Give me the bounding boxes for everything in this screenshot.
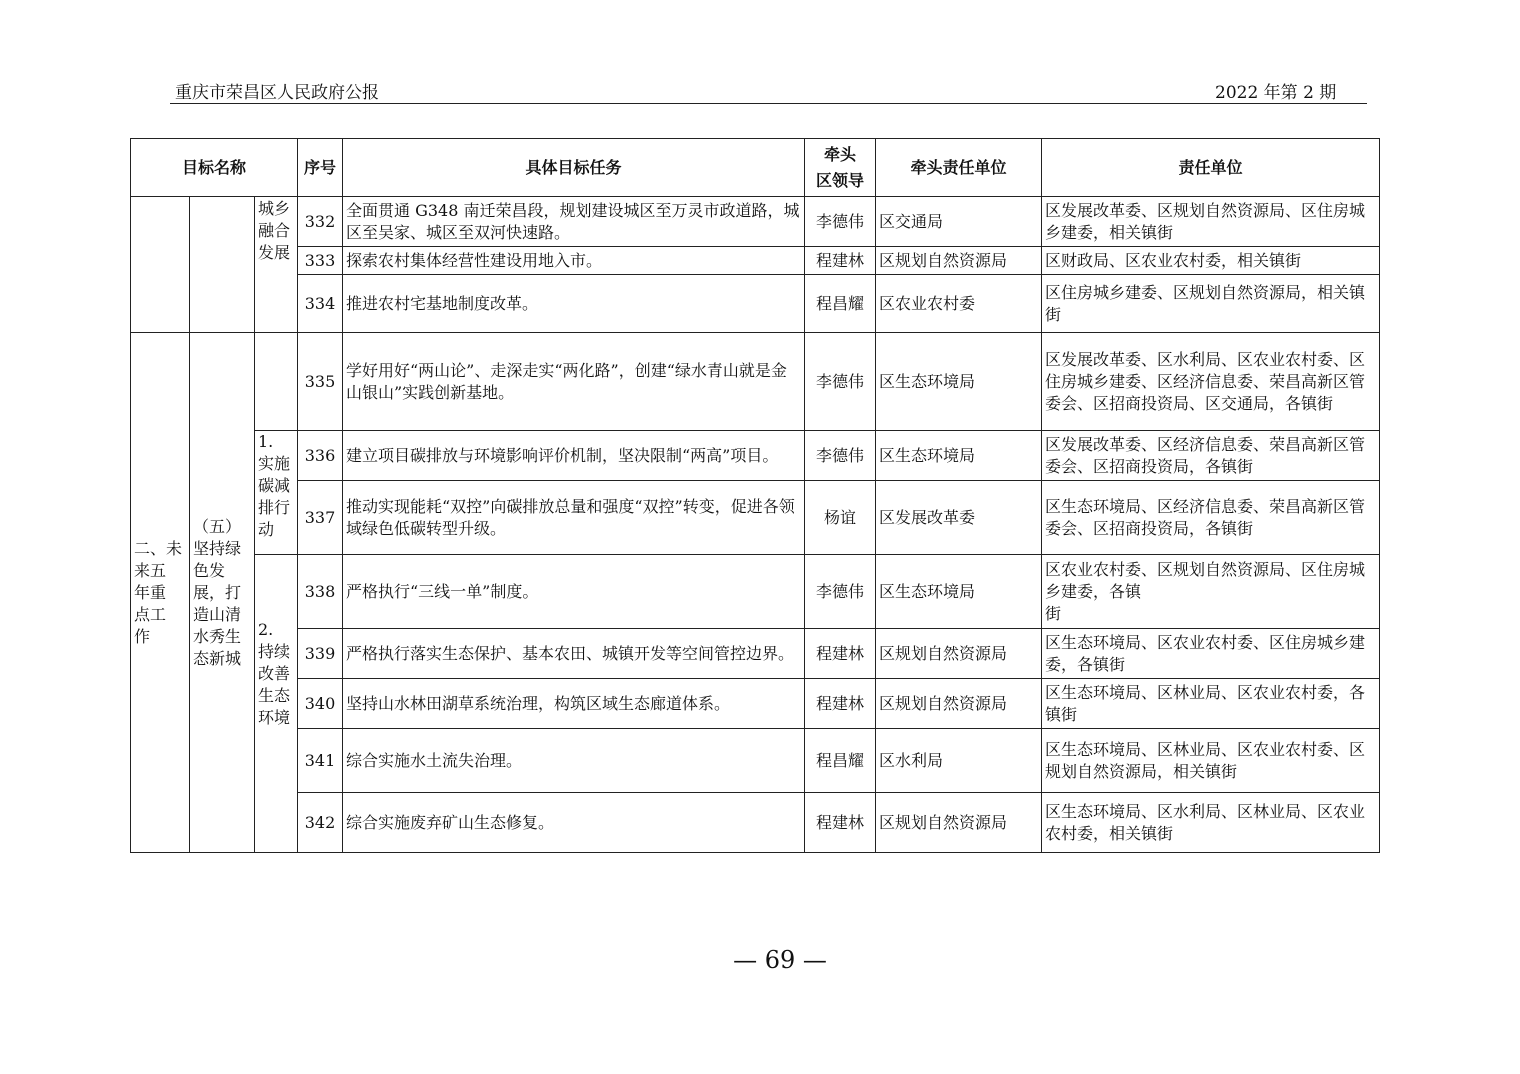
row-task: 学好用好“两山论”、走深走实“两化路”，创建“绿水青山就是金山银山”实践创新基地。	[343, 333, 805, 431]
row-lead-unit: 区规划自然资源局	[876, 629, 1042, 679]
row-leader: 程昌耀	[805, 275, 876, 333]
row-leader: 杨谊	[805, 481, 876, 555]
table-row	[131, 333, 1380, 431]
row-leader: 程建林	[805, 629, 876, 679]
row-task: 严格执行“三线一单”制度。	[343, 555, 805, 629]
row-lead-unit: 区农业农村委	[876, 275, 1042, 333]
row-leader: 程建林	[805, 247, 876, 275]
row-resp-units: 区发展改革委、区规划自然资源局、区住房城乡建委，相关镇街	[1042, 197, 1380, 247]
row-lead-unit: 区规划自然资源局	[876, 793, 1042, 853]
row-resp-units: 区生态环境局、区林业局、区农业农村委、区规划自然资源局，相关镇街	[1042, 729, 1380, 793]
row-seq: 332	[298, 197, 343, 247]
row-task: 建立项目碳排放与环境影响评价机制，坚决限制“两高”项目。	[343, 431, 805, 481]
row-resp-units: 区生态环境局、区经济信息委、荣昌高新区管委会、区招商投资局，各镇街	[1042, 481, 1380, 555]
row-lead-unit: 区水利局	[876, 729, 1042, 793]
goals-table	[130, 138, 1380, 853]
row-lead-unit: 区规划自然资源局	[876, 679, 1042, 729]
table-row	[131, 431, 1380, 481]
row-lead-unit: 区发展改革委	[876, 481, 1042, 555]
group-b-sub2: 2. 持续 改善 生态 环境	[255, 555, 298, 853]
row-task: 综合实施水土流失治理。	[343, 729, 805, 793]
row-seq: 340	[298, 679, 343, 729]
table-row	[131, 481, 1380, 555]
row-task: 推进农村宅基地制度改革。	[343, 275, 805, 333]
group-b-level1: 二、未 来五 年重 点工 作	[131, 333, 190, 853]
header-rule	[170, 103, 1367, 104]
row-resp-units: 区发展改革委、区水利局、区农业农村委、区住房城乡建委、区经济信息委、荣昌高新区管委会、区招商投资局、区交通局，各镇街	[1042, 333, 1380, 431]
row-leader: 程建林	[805, 793, 876, 853]
table-row	[131, 247, 1380, 275]
group-b-sub-blank	[255, 333, 298, 431]
row-lead-unit: 区生态环境局	[876, 555, 1042, 629]
group-a-subcat: 城乡 融合 发展	[255, 197, 298, 333]
row-seq: 334	[298, 275, 343, 333]
row-seq: 333	[298, 247, 343, 275]
row-seq: 341	[298, 729, 343, 793]
row-task: 全面贯通 G348 南迁荣昌段，规划建设城区至万灵市政道路，城区至吴家、城区至双河快速路。	[343, 197, 805, 247]
row-resp-units: 区生态环境局、区林业局、区农业农村委，各镇街	[1042, 679, 1380, 729]
page-number: — 69 —	[733, 946, 827, 974]
table-row	[131, 629, 1380, 679]
row-seq: 337	[298, 481, 343, 555]
row-lead-unit: 区规划自然资源局	[876, 247, 1042, 275]
col-leader: 牵头 区领导	[805, 139, 876, 197]
row-resp-units: 区生态环境局、区农业农村委、区住房城乡建委，各镇街	[1042, 629, 1380, 679]
col-lead-unit: 牵头责任单位	[876, 139, 1042, 197]
row-leader: 李德伟	[805, 431, 876, 481]
row-resp-units: 区财政局、区农业农村委，相关镇街	[1042, 247, 1380, 275]
row-resp-units: 区生态环境局、区水利局、区林业局、区农业农村委，相关镇街	[1042, 793, 1380, 853]
group-b-level2: （五） 坚持绿 色发 展，打 造山清 水秀生 态新城	[190, 333, 255, 853]
group-a-level2	[190, 197, 255, 333]
row-resp-units: 区发展改革委、区经济信息委、荣昌高新区管委会、区招商投资局，各镇街	[1042, 431, 1380, 481]
row-leader: 程建林	[805, 679, 876, 729]
table-row	[131, 729, 1380, 793]
group-a-level1	[131, 197, 190, 333]
row-leader: 李德伟	[805, 197, 876, 247]
row-lead-unit: 区交通局	[876, 197, 1042, 247]
table-row	[131, 793, 1380, 853]
col-task: 具体目标任务	[343, 139, 805, 197]
row-task: 推动实现能耗“双控”向碳排放总量和强度“双控”转变，促进各领域绿色低碳转型升级。	[343, 481, 805, 555]
issue-label: 2022 年第 2 期	[1215, 83, 1337, 103]
row-lead-unit: 区生态环境局	[876, 431, 1042, 481]
row-task: 严格执行落实生态保护、基本农田、城镇开发等空间管控边界。	[343, 629, 805, 679]
col-goal-name: 目标名称	[131, 139, 298, 197]
row-seq: 335	[298, 333, 343, 431]
row-lead-unit: 区生态环境局	[876, 333, 1042, 431]
row-task: 探索农村集体经营性建设用地入市。	[343, 247, 805, 275]
row-resp-units: 区住房城乡建委、区规划自然资源局，相关镇街	[1042, 275, 1380, 333]
table-row	[131, 275, 1380, 333]
row-leader: 李德伟	[805, 333, 876, 431]
col-seq: 序号	[298, 139, 343, 197]
row-task: 坚持山水林田湖草系统治理，构筑区域生态廊道体系。	[343, 679, 805, 729]
publication-title: 重庆市荣昌区人民政府公报	[175, 83, 379, 103]
table-header-row	[131, 139, 1380, 197]
col-resp-units: 责任单位	[1042, 139, 1380, 197]
row-seq: 336	[298, 431, 343, 481]
table-row	[131, 555, 1380, 629]
row-resp-units: 区农业农村委、区规划自然资源局、区住房城乡建委，各镇 街	[1042, 555, 1380, 629]
row-leader: 李德伟	[805, 555, 876, 629]
row-seq: 339	[298, 629, 343, 679]
row-seq: 342	[298, 793, 343, 853]
row-seq: 338	[298, 555, 343, 629]
row-leader: 程昌耀	[805, 729, 876, 793]
table-row	[131, 679, 1380, 729]
group-b-sub1: 1. 实施 碳减 排行 动	[255, 431, 298, 555]
row-task: 综合实施废弃矿山生态修复。	[343, 793, 805, 853]
table-row	[131, 197, 1380, 247]
